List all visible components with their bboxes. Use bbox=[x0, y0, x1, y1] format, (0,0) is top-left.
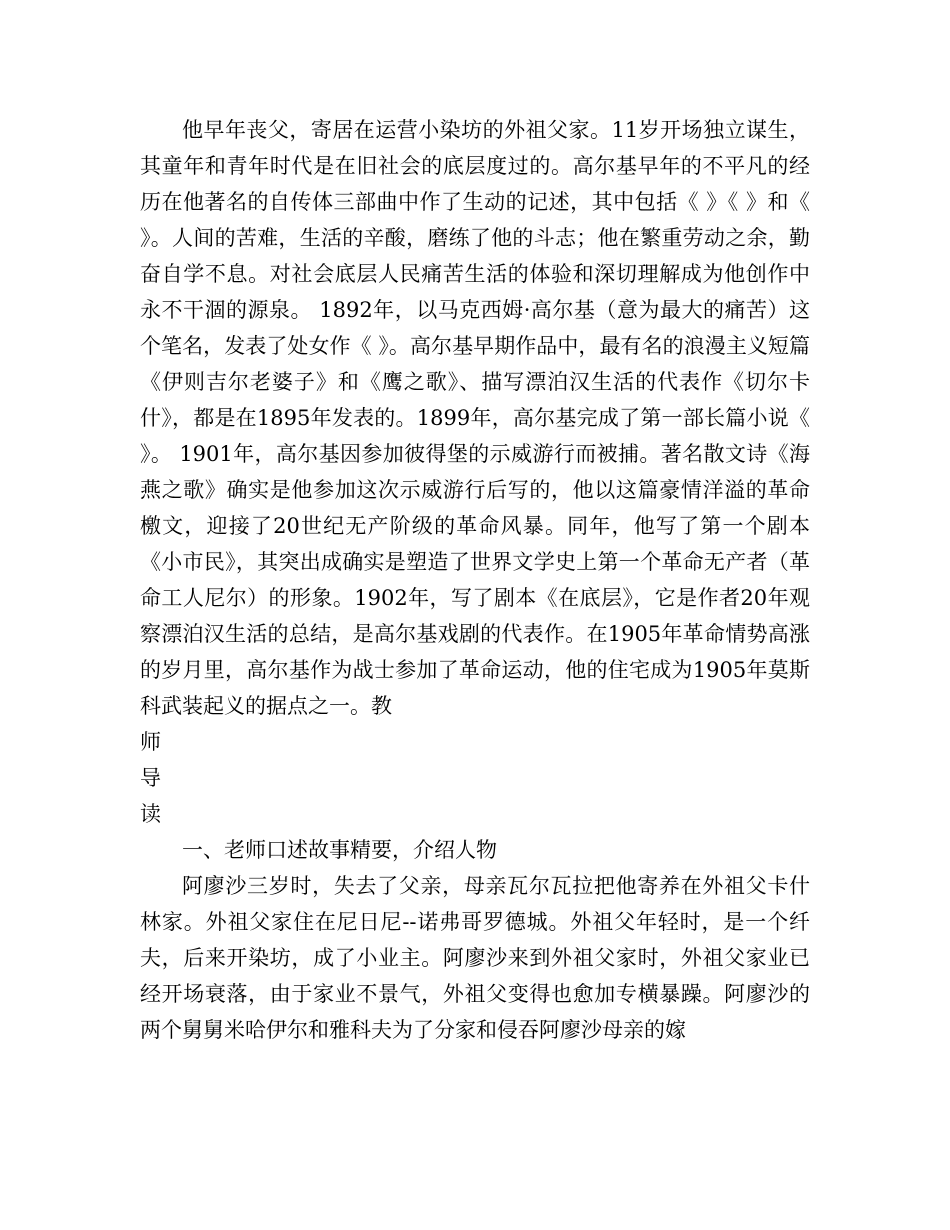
vertical-char-du: 读 bbox=[140, 802, 161, 826]
document-body bbox=[140, 112, 810, 1048]
paragraph-story-summary: 阿廖沙三岁时，失去了父亲，母亲瓦尔瓦拉把他寄养在外祖父卡什林家。外祖父家住在尼日尼--诺弗哥罗德城。外祖父年轻时，是一个纤夫，后来开染坊，成了小业主。阿廖沙来到外祖父家时，外祖父家业已经开场衰落，由于家业不景气，外祖父变得也愈加专横暴躁。阿廖沙的两个舅舅米哈伊尔和雅科夫为了分家和侵吞阿廖沙母亲的嫁 bbox=[140, 874, 810, 1042]
vertical-char-dao: 导 bbox=[140, 766, 161, 790]
section-heading: 一、老师口述故事精要，介绍人物 bbox=[182, 838, 497, 862]
vertical-char-shi: 师 bbox=[140, 730, 161, 754]
paragraph-gorky-biography: 他早年丧父，寄居在运营小染坊的外祖父家。11岁开场独立谋生，其童年和青年时代是在旧社会的底层度过的。高尔基早年的不平凡的经历在他著名的自传体三部曲中作了生动的记述，其中包括《 》《 》和《 》。人间的苦难，生活的辛酸，磨练了他的斗志；他在繁重劳动之余，勤奋自学不息。对社会底层人民痛苦生活的体验和深切理解成为他创作中永不干涸的源泉。 1892年，以马克西姆·高尔基（意为最大的痛苦）这个笔名，发表了处女作《 》。高尔基早期作品中，最有名的浪漫主义短篇《伊则吉尔老婆子》和《鹰之歌》、描写漂泊汉生活的代表作《切尔卡什》，都是在1895年发表的。1899年，高尔基完成了第一部长篇小说《 》。 1901年，高尔基因参加彼得堡的示威游行而被捕。著名散文诗《海燕之歌》确实是他参加这次示威游行后写的，他以这篇豪情洋溢的革命檄文，迎接了20世纪无产阶级的革命风暴。同年，他写了第一个剧本《小市民》，其突出成确实是塑造了世界文学史上第一个革命无产者（革命工人尼尔）的形象。1902年，写了剧本《在底层》，它是作者20年观察漂泊汉生活的总结，是高尔基戏剧的代表作。在1905年革命情势高涨的岁月里，高尔基作为战士参加了革命运动，他的住宅成为1905年莫斯科武装起义的据点之一。教 bbox=[140, 118, 810, 718]
